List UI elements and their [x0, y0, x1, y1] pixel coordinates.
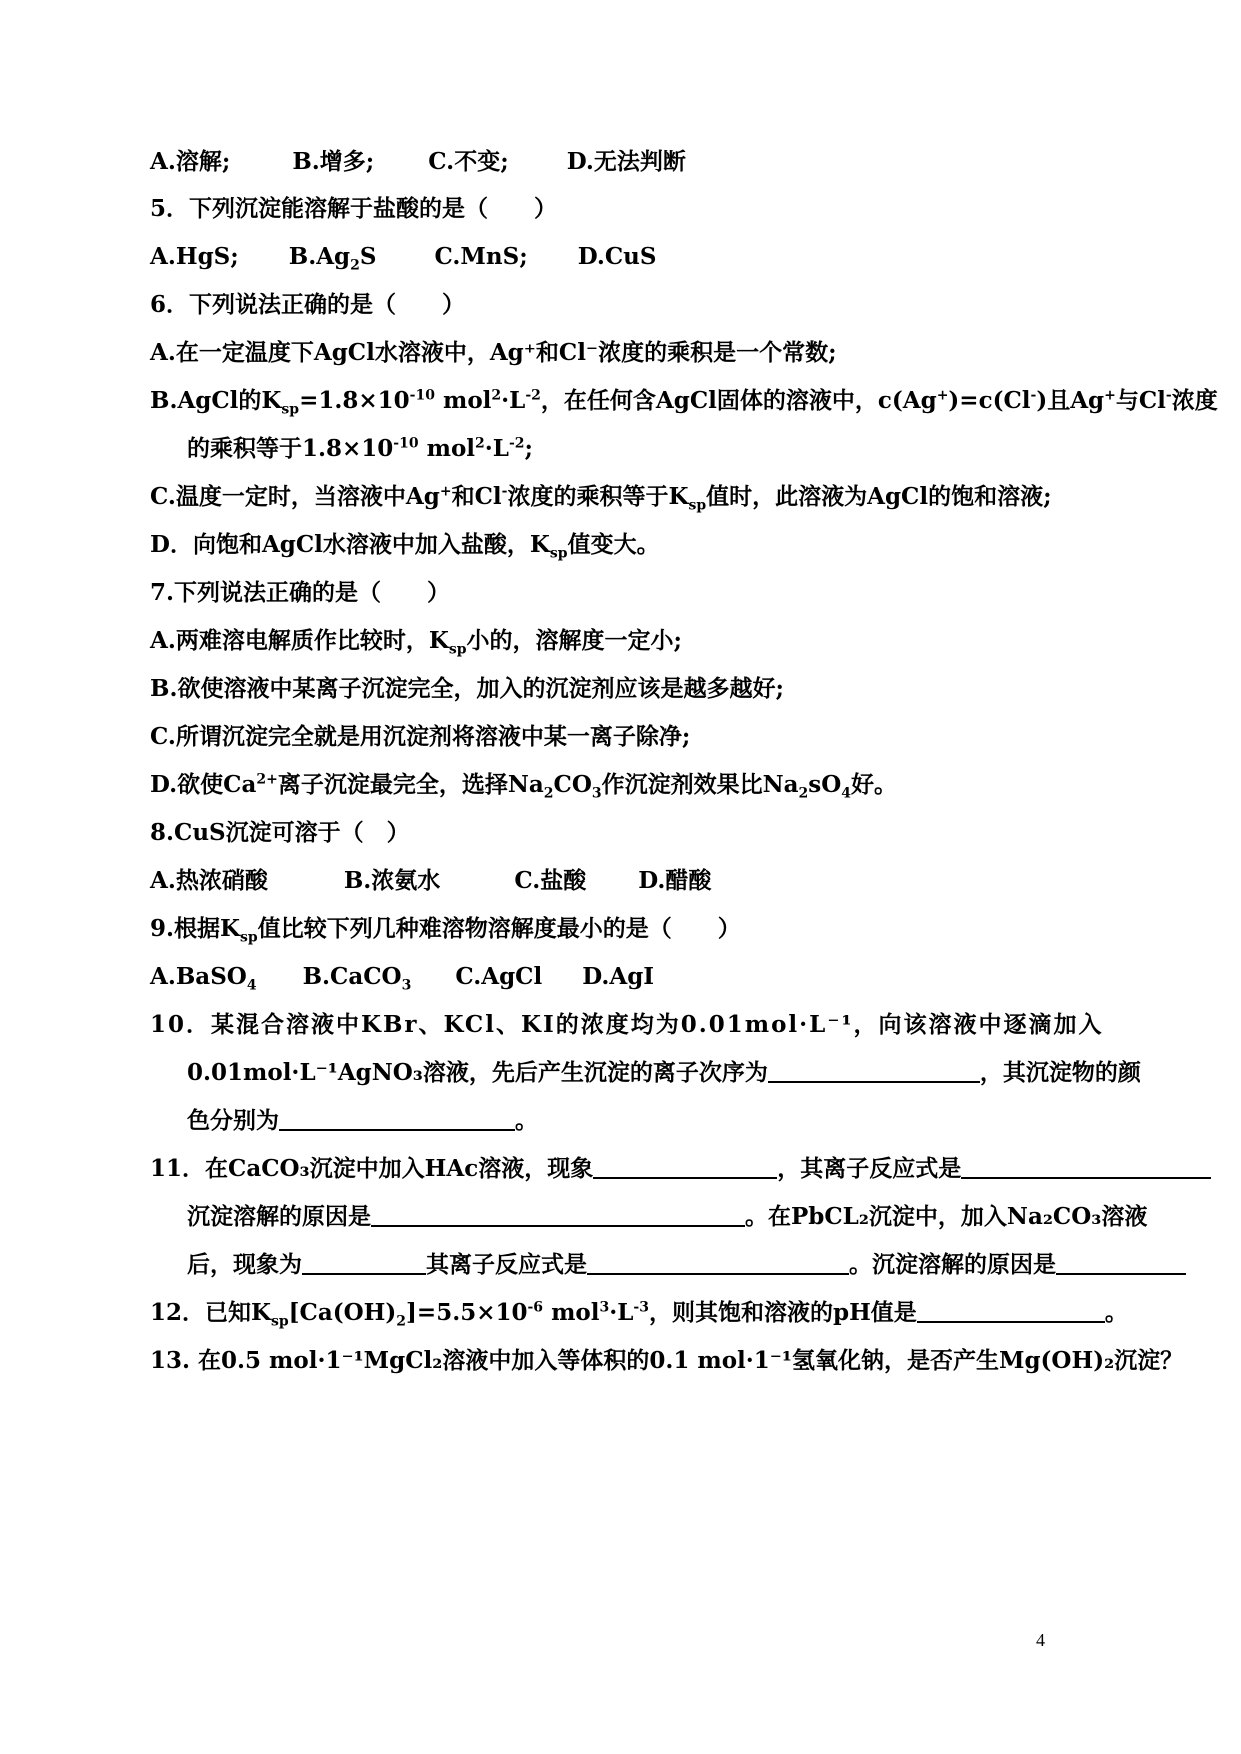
q9-option-a: A.BaSO$_4$	[150, 963, 257, 994]
q10-line3: 色分别为 。	[187, 1107, 538, 1134]
q11-line1: 11．在CaCO₃沉淀中加入HAc溶液，现象 ，其离子反应式是	[150, 1154, 1211, 1184]
q11-blank-reason-1[interactable]	[371, 1203, 745, 1227]
q7-option-d: D.欲使$Ca^{2+}$离子沉淀最完全，选择$Na_2CO_3$作沉淀剂效果比$Na_2sO_4$好。	[150, 771, 898, 802]
q4-option-b: B.增多;	[292, 148, 375, 175]
q5-option-a: A.HgS;	[150, 243, 239, 270]
q6-option-b-line2: 的乘积等于$1.8\times 10^{-10}$ $mol^2\cdot L^{-2}$;	[187, 435, 534, 462]
q7-stem: 7.下列说法正确的是（ ）	[150, 579, 451, 606]
q11-blank-equation-2[interactable]	[587, 1251, 849, 1275]
q9-stem: 9.根据$K_{sp}$值比较下列几种难溶物溶解度最小的是（ ）	[150, 915, 741, 946]
q8-option-c: C.盐酸	[514, 867, 587, 894]
q4-option-c: C.不变;	[428, 148, 509, 175]
q6-option-d: D．向饱和AgCl水溶液中加入盐酸，$K_{sp}$值变大。	[150, 531, 660, 562]
q11-line2: 沉淀溶解的原因是 。在PbCL₂沉淀中，加入Na₂CO₃溶液	[187, 1203, 1148, 1230]
q9-option-b: B.CaCO$_3$	[302, 963, 412, 994]
q6-option-b-line1: B.AgCl的$K_{sp}=1.8\times 10^{-10}$ $mol^2\cdot L^{-2}$，在任何含AgCl固体的溶液中，c(Ag+)=c(Cl-)且Ag+与Cl-浓度	[150, 387, 1218, 418]
q9-option-d: D.AgI	[582, 963, 655, 990]
q8-option-d: D.醋酸	[638, 867, 712, 894]
q8-options	[150, 866, 711, 896]
q10-blank-colors[interactable]	[279, 1107, 515, 1131]
q9-option-c: C.AgCl	[455, 963, 543, 990]
q10-blank-order[interactable]	[768, 1059, 980, 1083]
q4-options	[150, 147, 686, 177]
q12-blank-ph[interactable]	[917, 1299, 1105, 1323]
q11-blank-phenomenon-2[interactable]	[302, 1251, 426, 1275]
q6-option-a: A.在一定温度下AgCl水溶液中，Ag⁺和Cl⁻浓度的乘积是一个常数;	[150, 339, 837, 366]
q8-option-a: A.热浓硝酸	[150, 867, 268, 894]
q6-option-c: C.温度一定时，当溶液中Ag+和Cl-浓度的乘积等于$K_{sp}$值时，此溶液为AgCl的饱和溶液;	[150, 483, 1052, 514]
q5-option-d: D.CuS	[577, 243, 657, 270]
q4-option-a: A.溶解;	[150, 148, 231, 175]
q7-option-c: C.所谓沉淀完全就是用沉淀剂将溶液中某一离子除净;	[150, 723, 691, 750]
q8-stem: 8.CuS沉淀可溶于（ ）	[150, 819, 410, 846]
q9-options	[150, 962, 654, 992]
q5-stem: 5．下列沉淀能溶解于盐酸的是（ ）	[150, 195, 558, 222]
q8-option-b: B.浓氨水	[343, 867, 441, 894]
q12-line: 12．已知$K_{sp}[Ca(OH)_2]=5.5\times 10^{-6}$ $mol^3\cdot L^{-3}$，则其饱和溶液的pH值是 。	[150, 1299, 1128, 1330]
q10-line1: 10．某混合溶液中KBr、KCl、KI的浓度均为0.01mol·L⁻¹，向该溶液中逐滴加入	[150, 1011, 1104, 1038]
page-number: 4	[1036, 1630, 1045, 1650]
q7-option-b: B.欲使溶液中某离子沉淀完全，加入的沉淀剂应该是越多越好;	[150, 675, 784, 702]
q5-option-b: $B.Ag_2S$	[288, 243, 377, 274]
q10-line2: 0.01mol·L⁻¹AgNO₃溶液，先后产生沉淀的离子次序为 ，其沉淀物的颜	[187, 1059, 1141, 1086]
q5-options	[150, 242, 657, 272]
q11-blank-reason-2[interactable]	[1056, 1251, 1186, 1275]
q5-option-c: C.MnS;	[434, 243, 528, 270]
q6-stem: 6．下列说法正确的是（ ）	[150, 291, 466, 318]
q11-line3: 后，现象为 其离子反应式是 。沉淀溶解的原因是	[187, 1250, 1186, 1280]
q11-blank-phenomenon-1[interactable]	[593, 1155, 777, 1179]
q7-option-a: A.两难溶电解质作比较时，$K_{sp}$小的，溶解度一定小;	[150, 627, 683, 658]
q11-blank-equation-1[interactable]	[961, 1155, 1211, 1179]
q13-line: 13. 在0.5 mol·1⁻¹MgCl₂溶液中加入等体积的0.1 mol·1⁻¹氢氧化钠，是否产生Mg(OH)₂沉淀？	[150, 1347, 1184, 1374]
q4-option-d: D.无法判断	[566, 148, 686, 175]
